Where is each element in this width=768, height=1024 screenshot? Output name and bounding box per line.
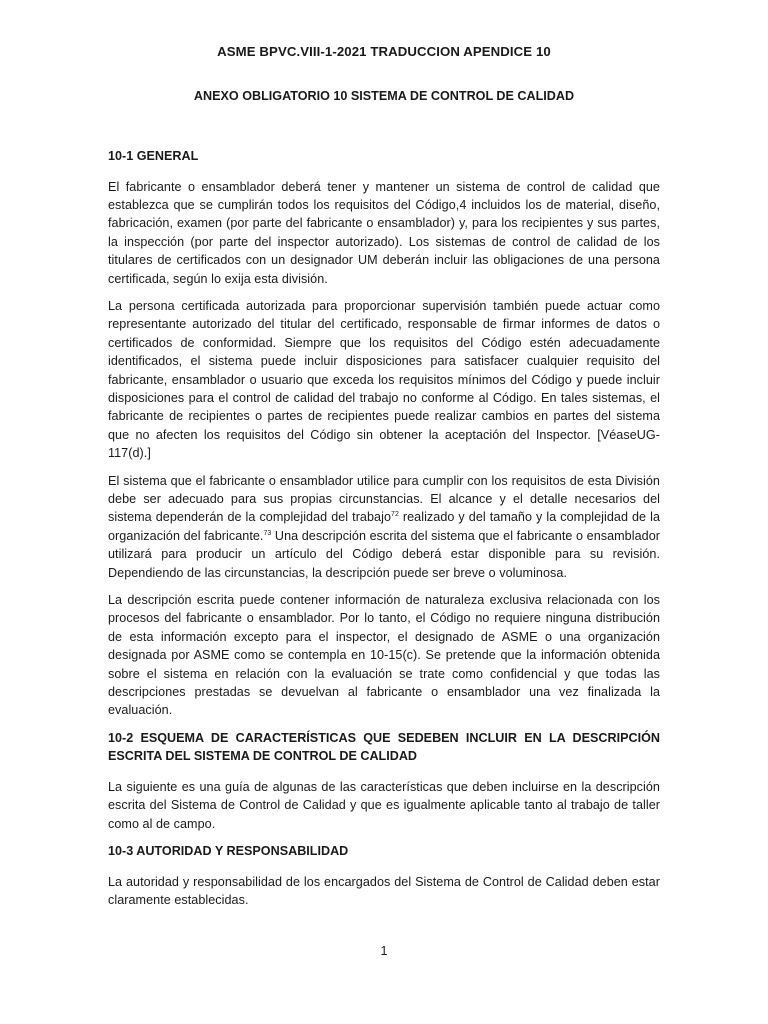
section-heading-10-1: 10-1 GENERAL (108, 149, 199, 163)
paragraph-text: Una descripción escrita del sistema que el fabricante o ensamblador utilizará para producir un artículo del Código deberá estar disponible para su revisión. Dependiendo de las circunstancias, la descripción puede ser breve o voluminosa. (108, 528, 660, 580)
section-heading-10-2: 10-2 ESQUEMA DE CARACTERÍSTICAS QUE SEDEBEN INCLUIR EN LA DESCRIPCIÓN ESCRITA DEL SISTEMA DE CONTROL DE CALIDAD (108, 730, 660, 764)
paragraph-10-1-2: La persona certificada autorizada para proporcionar supervisión también puede actuar como representante autorizado del titular del certificado, responsable de firmar informes de datos o certificados de conformidad. Siempre que los requisitos del Código estén adecuadamente identificados, el sistema puede incluir disposiciones para satisfacer cualquier requisito del fabricante, ensamblador o usuario que exceda los requisitos mínimos del Código y puede incluir disposiciones para el control de calidad del trabajo no conforme al Código. En tales sistemas, el fabricante de recipientes o partes de recipientes puede realizar cambios en partes del sistema que no afecten los requisitos del Código sin obtener la aceptación del Inspector. [VéaseUG-117(d).] (108, 298, 660, 461)
footnote-ref-73[interactable]: 73 (263, 529, 272, 537)
section-10-2 (108, 729, 660, 833)
paragraph-text: El sistema que el fabricante o ensamblador utilice para cumplir con los requisitos de esta División debe ser adecuado para sus propias circunstancias. El alcance y el detalle necesarios del sistema dependerán de la complejidad del trabajo (108, 473, 660, 525)
annex-title: ANEXO OBLIGATORIO 10 SISTEMA DE CONTROL DE CALIDAD (193, 89, 575, 103)
paragraph-10-3-1: La autoridad y responsabilidad de los encargados del Sistema de Control de Calidad deben estar claramente establecidas. (108, 874, 660, 907)
document-title: ASME BPVC.VIII-1-2021 TRADUCCION APENDICE 10 (217, 44, 551, 59)
paragraph-10-2-1: La siguiente es una guía de algunas de las características que deben incluirse en la descripción escrita del Sistema de Control de Calidad y que es igualmente aplicable tanto al trabajo de taller como al de campo. (108, 779, 660, 831)
paragraph-text: realizado y del tamaño y la complejidad de la organización del fabricante. (108, 510, 660, 543)
page-number: 1 (380, 944, 388, 958)
section-10-1 (108, 147, 660, 720)
section-10-3 (108, 842, 660, 909)
paragraph-10-1-1: El fabricante o ensamblador deberá tener y mantener un sistema de control de calidad que establezca que se cumplirán todos los requisitos del Código,4 incluidos los de material, diseño, fabricación, examen (por parte del fabricante o ensamblador) y, para los recipientes y sus partes, la inspección (por parte del inspector autorizado). Los sistemas de control de calidad de los titulares de certificados con un designador UM deberán incluir las obligaciones de una persona certificada, según lo exija esta división. (108, 179, 660, 286)
paragraph-10-1-4: La descripción escrita puede contener información de naturaleza exclusiva relacionada con los procesos del fabricante o ensamblador. Por lo tanto, el Código no requiere ninguna distribución de esta información excepto para el inspector, el designado de ASME o una organización designada por ASME como se contempla en 10-15(c). Se pretende que la información obtenida sobre el sistema en relación con la evaluación se trate como confidencial y que todas las descripciones prestadas se devuelvan al fabricante o ensamblador una vez finalizada la evaluación. (108, 593, 660, 718)
paragraph-10-1-3 (108, 472, 660, 582)
footnote-ref-72[interactable]: 72 (391, 511, 399, 519)
section-heading-10-3: 10-3 AUTORIDAD Y RESPONSABILIDAD (108, 844, 349, 859)
